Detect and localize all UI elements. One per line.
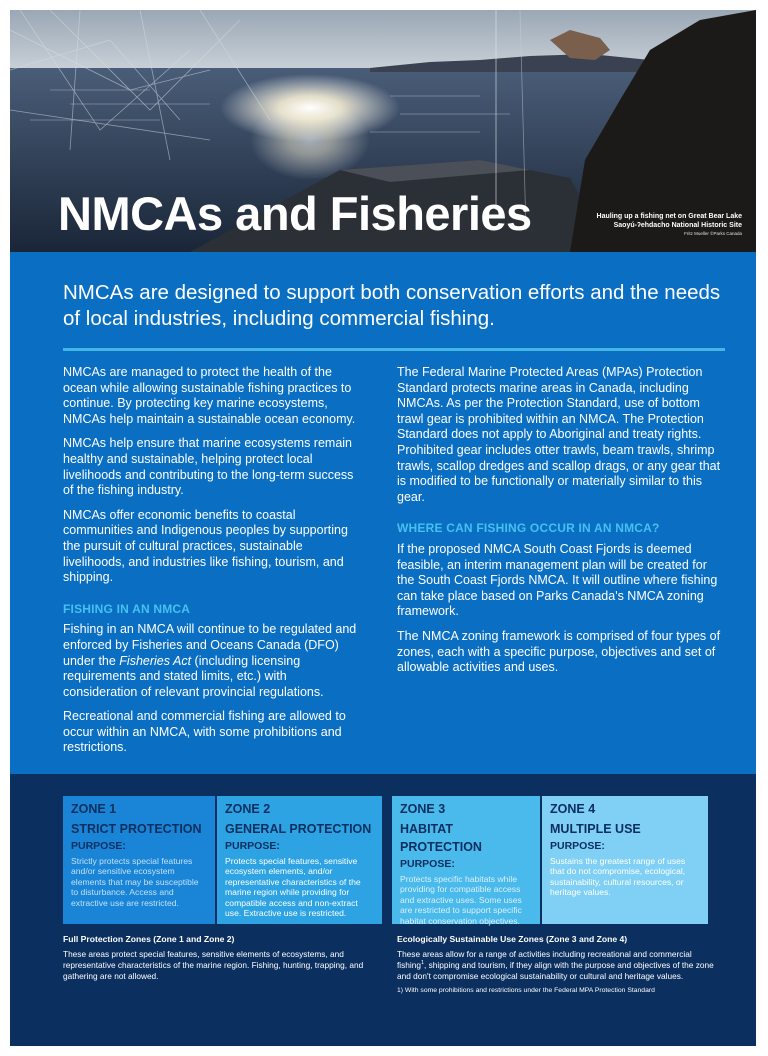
right-paragraph-1: The Federal Marine Protected Areas (MPAs) Protection Standard protects marine areas in Canada, including NMCAs. As per the Protection Standard, use of bottom trawl gear is prohibited within an NMCA. The Protection Standard does not apply to Aboriginal and treaty rights. Prohibited gear includes otter trawls, beam trawls, shrimp trawls, scallop dredges and scallop drags, or any gear that is modified to be functionally or materially similar to this gear. (397, 365, 721, 504)
left-paragraph-5: Recreational and commercial fishing are allowed to occur within an NMCA, with some prohibitions and restrictions. (63, 709, 346, 755)
zone-card-4 (542, 796, 708, 924)
photo-credit: Fritz Mueller ©Parks Canada (684, 231, 742, 236)
zone-title: HABITAT PROTECTION (400, 822, 482, 854)
section-heading-fishing: FISHING IN AN NMCA (63, 601, 191, 616)
caption-line-1: Hauling up a fishing net on Great Bear Lake (596, 213, 742, 220)
footnote-marker: 1 (420, 960, 425, 967)
zones-section (10, 774, 756, 1046)
zone-purpose-label: PURPOSE: (71, 840, 126, 852)
left-paragraph-1: NMCAs are managed to protect the health of the ocean while allowing sustainable fishing practices to continue. By protecting key marine ecosystems, NMCAs help maintain a sustainable ocean economy. (63, 365, 356, 426)
left-column (63, 365, 363, 765)
sustainable-use-heading: Ecologically Sustainable Use Zones (Zone 3 and Zone 4) (397, 934, 628, 944)
left-paragraph-3: NMCAs offer economic benefits to coastal communities and Indigenous peoples by supporting the pursuit of cultural practices, sustainable livelihoods, and industries like fishing, tourism, and shipping. (63, 507, 348, 585)
full-protection-heading: Full Protection Zones (Zone 1 and Zone 2) (63, 934, 235, 944)
page-title: NMCAs and Fisheries (58, 187, 532, 240)
fisheries-act-title: Fisheries Act (119, 653, 192, 668)
zone-description: Protects special features, sensitive ecosystem elements, and/or representative characteristics of the marine region while providing for compatible access and non-extract use. Extractive use is restricted. (225, 856, 361, 919)
sustainable-use-zones (397, 934, 717, 995)
zone-title: STRICT PROTECTION (71, 822, 202, 836)
full-protection-zones (63, 934, 378, 981)
zone-description: Sustains the greatest range of uses that do not compromise, ecological, sustainability, cultural resources, or heritage values. (550, 856, 686, 898)
zone-card-1 (63, 796, 215, 924)
footnote: 1) With some prohibitions and restrictions under the Federal MPA Protection Standard (397, 987, 655, 995)
zone-card-3 (392, 796, 540, 924)
full-protection-text: These areas protect special features, sensitive elements of ecosystems, and representative characteristics of the marine region. Fishing, hunting, trapping, and gathering are not allowed. (63, 949, 364, 981)
zone-title: GENERAL PROTECTION (225, 822, 372, 836)
zone-purpose-label: PURPOSE: (550, 840, 605, 852)
zone-number: ZONE 2 (225, 802, 271, 816)
sustainable-use-text: These areas allow for a range of activities including recreational and commercial fishing$^1$, shipping and tourism, if they align with the purpose and objectives of the zone and don't compromise ecological sustainability or cultural and heritage values. (397, 949, 714, 981)
section-heading-where: WHERE CAN FISHING OCCUR IN AN NMCA? (397, 521, 660, 536)
zone-title: MULTIPLE USE (550, 822, 641, 836)
left-paragraph-4: Fishing in an NMCA will continue to be regulated and enforced by Fisheries and Oceans Canada (DFO) under the Fisheries Act (including licensing requirements and stated limits, etc.) with consideration of relevant provincial regulations. (63, 622, 357, 699)
zone-description: Protects specific habitats while providing for compatible access and extractive uses. Some uses are restricted to support specific habitat conservation objectives. (400, 874, 522, 926)
photo-caption (597, 212, 742, 237)
zone-number: ZONE 4 (550, 802, 596, 816)
hero-photo (10, 10, 756, 252)
intro-statement: NMCAs are designed to support both conservation efforts and the needs of local industries, including commercial fishing. (63, 281, 721, 330)
caption-line-2: Saoyú-ʔehdacho National Historic Site (613, 222, 742, 229)
zone-description: Strictly protects special features and/or sensitive ecosystem elements that may be susceptible to disturbance. Access and extractive use are restricted. (71, 856, 199, 908)
right-paragraph-2: If the proposed NMCA South Coast Fjords is deemed feasible, an interim management plan will be created for the South Coast Fjords NMCA. It will outline where fishing can take place based on Parks Canada's NMCA zoning framework. (397, 541, 718, 619)
right-column (397, 365, 727, 685)
zone-purpose-label: PURPOSE: (225, 840, 280, 852)
zone-purpose-label: PURPOSE: (400, 858, 455, 870)
left-paragraph-2: NMCAs help ensure that marine ecosystems remain healthy and sustainable, helping protect local livelihoods and contributing to the long-term success of the fishing industry. (63, 436, 354, 498)
zone-number: ZONE 1 (71, 802, 117, 816)
zone-number: ZONE 3 (400, 802, 446, 816)
right-paragraph-3: The NMCA zoning framework is comprised of four types of zones, each with a specific purpose, objectives and set of allowable activities and uses. (397, 628, 721, 675)
zone-card-2 (217, 796, 382, 924)
page (10, 10, 756, 1046)
divider-rule (63, 348, 725, 351)
